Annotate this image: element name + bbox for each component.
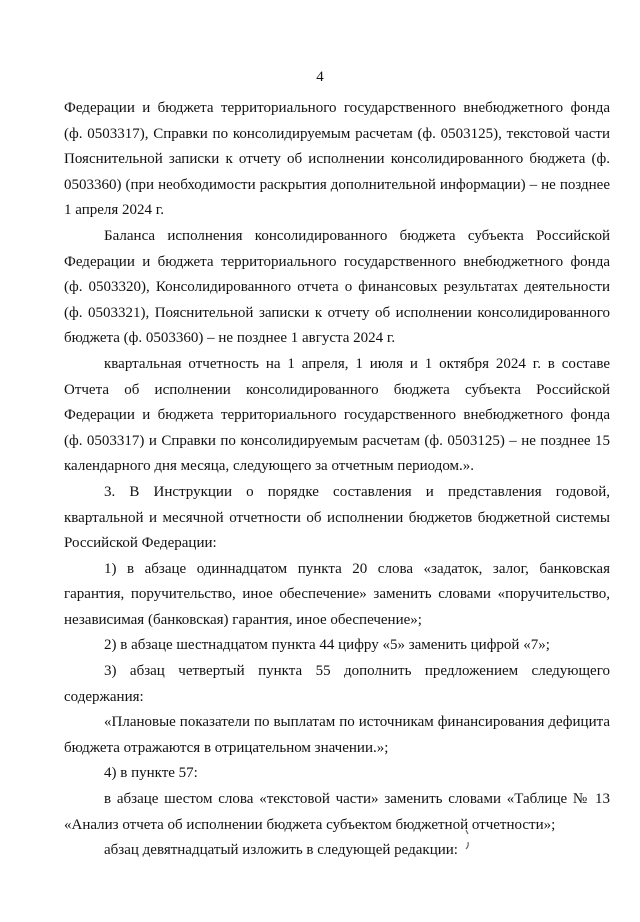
paragraph-6: 2) в абзаце шестнадцатом пункта 44 цифру «5» заменить цифрой «7»; — [104, 637, 550, 654]
paragraph-10: в абзаце шестом слова «текстовой части» заменить словами «Таблице № 13 «Анализ отчета об исполнении бюджета субъектом бюджетной отчетности»; — [64, 791, 610, 833]
paragraph-1: Федерации и бюджета территориального государственного внебюджетного фонда (ф. 0503317), Справки по консолидируемым расчетам (ф. 0503125), текстовой части Пояснительной записки к отчету об исполнении консолидированного бюджета (ф. 0503360) (при необходимости раскрытия дополнительной информации) – не позднее 1 апреля 2024 г. — [64, 100, 610, 219]
paragraph-11: абзац девятнадцатый изложить в следующей редакции: — [104, 842, 458, 859]
document-body — [64, 96, 610, 864]
paragraph-9: 4) в пункте 57: — [104, 765, 198, 782]
paragraph-7: 3) абзац четвертый пункта 55 дополнить предложением следующего содержания: — [64, 663, 610, 705]
paragraph-2: Баланса исполнения консолидированного бюджета субъекта Российской Федерации и бюджета территориального государственного внебюджетного фонда (ф. 0503320), Консолидированного отчета о финансовых результатах деятельности (ф. 0503321), Пояснительной записки к отчету об исполнении консолидированного бюджета (ф. 0503360) – не позднее 1 августа 2024 г. — [64, 227, 610, 347]
paragraph-3: квартальная отчетность на 1 апреля, 1 июля и 1 октября 2024 г. в составе Отчета об исполнении консолидированного бюджета субъекта Российской Федерации и бюджета территориального государственного внебюджетного фонда (ф. 0503317) и Справки по консолидируемым расчетам (ф. 0503125) – не позднее 15 календарного дня месяца, следующего за отчетным периодом.». — [64, 355, 610, 475]
paragraph-4: 3. В Инструкции о порядке составления и представления годовой, квартальной и месячной отчетности об исполнении бюджетов бюджетной системы Российской Федерации: — [64, 483, 610, 552]
paragraph-8: «Плановые показатели по выплатам по источникам финансирования дефицита бюджета отражаются в отрицательном значении.»; — [64, 714, 610, 756]
page-number: 4 — [316, 69, 324, 85]
paragraph-5: 1) в абзаце одиннадцатом пункта 20 слова «задаток, залог, банковская гарантия, поручительство, иное обеспечение» заменить словами «поручительство, независимая (банковская) гарантия, иное обеспечение»; — [64, 560, 610, 628]
scan-artifact-mark — [462, 828, 474, 850]
